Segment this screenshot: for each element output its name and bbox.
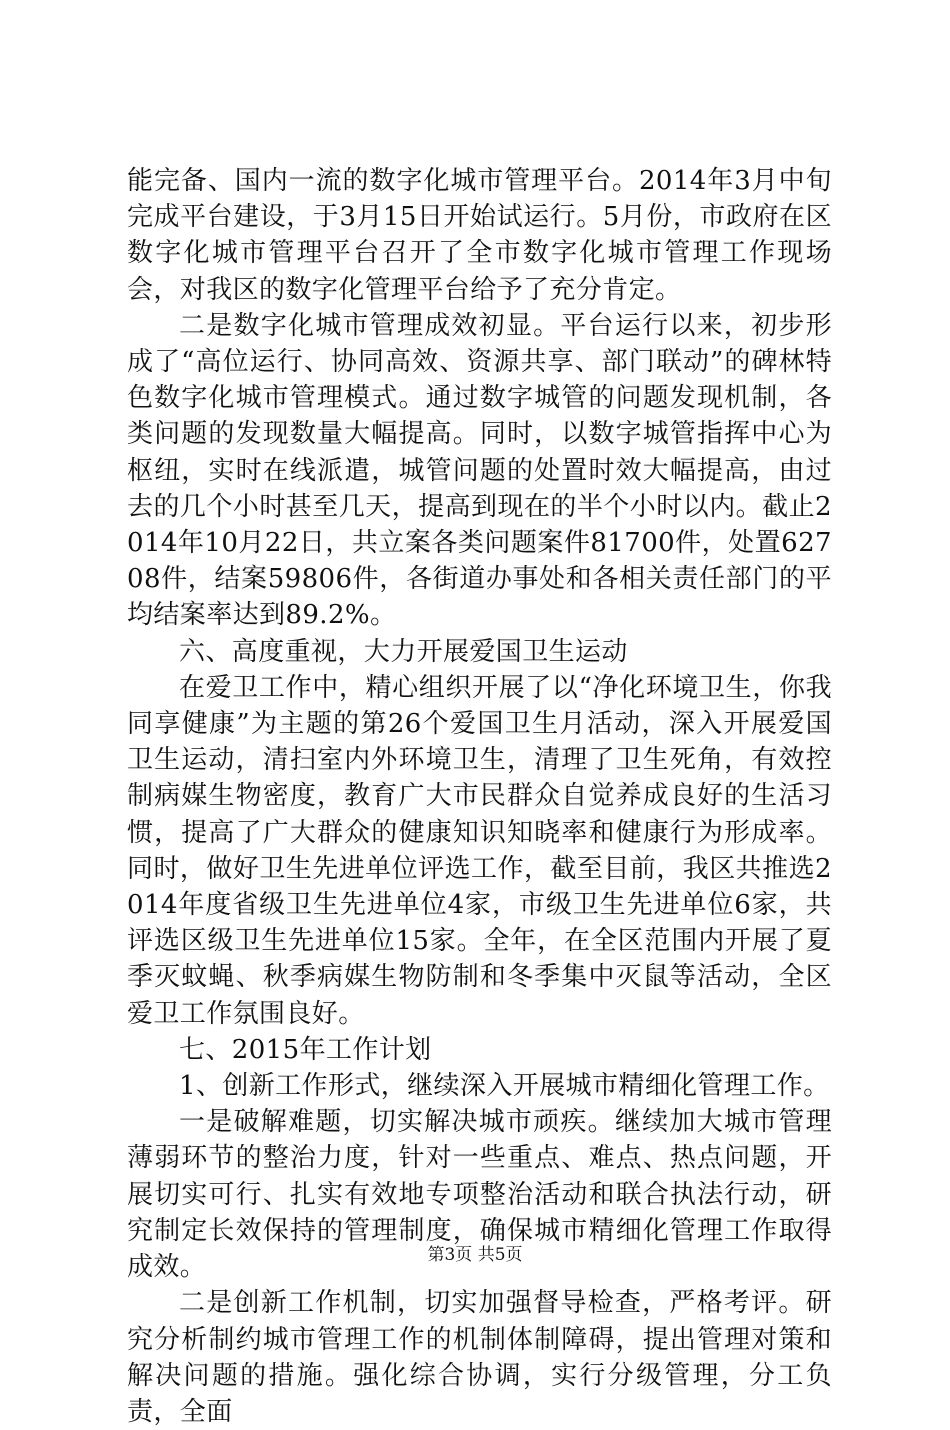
subheading-1: 1、创新工作形式，继续深入开展城市精细化管理工作。 bbox=[179, 1071, 830, 1102]
page-footer: 第3页 共5页 bbox=[427, 1245, 523, 1265]
paragraph-5: 二是创新工作机制，切实加强督导检查，严格考评。研究分析制约城市管理工作的机制体制障碍，提出管理对策和解决问题的措施。强化综合协调，实行分级管理，分工负责，全面 bbox=[127, 1288, 832, 1427]
paragraph-3: 在爱卫工作中，精心组织开展了以“净化环境卫生，你我同享健康”为主题的第26个爱国卫生月活动，深入开展爱国卫生运动，清扫室内外环境卫生，清理了卫生死角，有效控制病媒生物密度，教育广大市民群众自觉养成良好的生活习惯，提高了广大群众的健康知识知晓率和健康行为形成率。同时，做好卫生先进单位评选工作，截至目前，我区共推选2014年度省级卫生先进单位4家，市级卫生先进单位6家，共评选区级卫生先进单位15家。全年，在全区范围内开展了夏季灭蚊蝇、秋季病媒生物防制和冬季集中灭鼠等活动，全区爱卫工作氛围良好。 bbox=[127, 672, 832, 1029]
section-heading-6: 六、高度重视，大力开展爱国卫生运动 bbox=[179, 636, 628, 667]
paragraph-4: 一是破解难题，切实解决城市顽疾。继续加大城市管理薄弱环节的整治力度，针对一些重点、难点、热点问题，开展切实可行、扎实有效地专项整治活动和联合执法行动，研究制定长效保持的管理制度，确保城市精细化管理工作取得成效。 bbox=[127, 1107, 832, 1283]
paragraph-2: 二是数字化城市管理成效初显。平台运行以来，初步形成了“高位运行、协同高效、资源共享、部门联动”的碑林特色数字化城市管理模式。通过数字城管的问题发现机制，各类问题的发现数量大幅提高。同时，以数字城管指挥中心为枢纽，实时在线派遣，城管问题的处置时效大幅提高，由过去的几个小时甚至几天，提高到现在的半个小时以内。截止2014年10月22日，共立案各类问题案件81700件，处置62708件，结案59806件，各街道办事处和各相关责任部门的平均结案率达到89.2%。 bbox=[127, 310, 832, 631]
paragraph-1: 能完备、国内一流的数字化城市管理平台。2014年3月中旬完成平台建设，于3月15日开始试运行。5月份，市政府在区数字化城市管理平台召开了全市数字化城市管理工作现场会，对我区的数字化管理平台给予了充分肯定。 bbox=[127, 166, 832, 305]
document-body bbox=[127, 163, 832, 1430]
section-heading-7: 七、2015年工作计划 bbox=[179, 1034, 432, 1065]
